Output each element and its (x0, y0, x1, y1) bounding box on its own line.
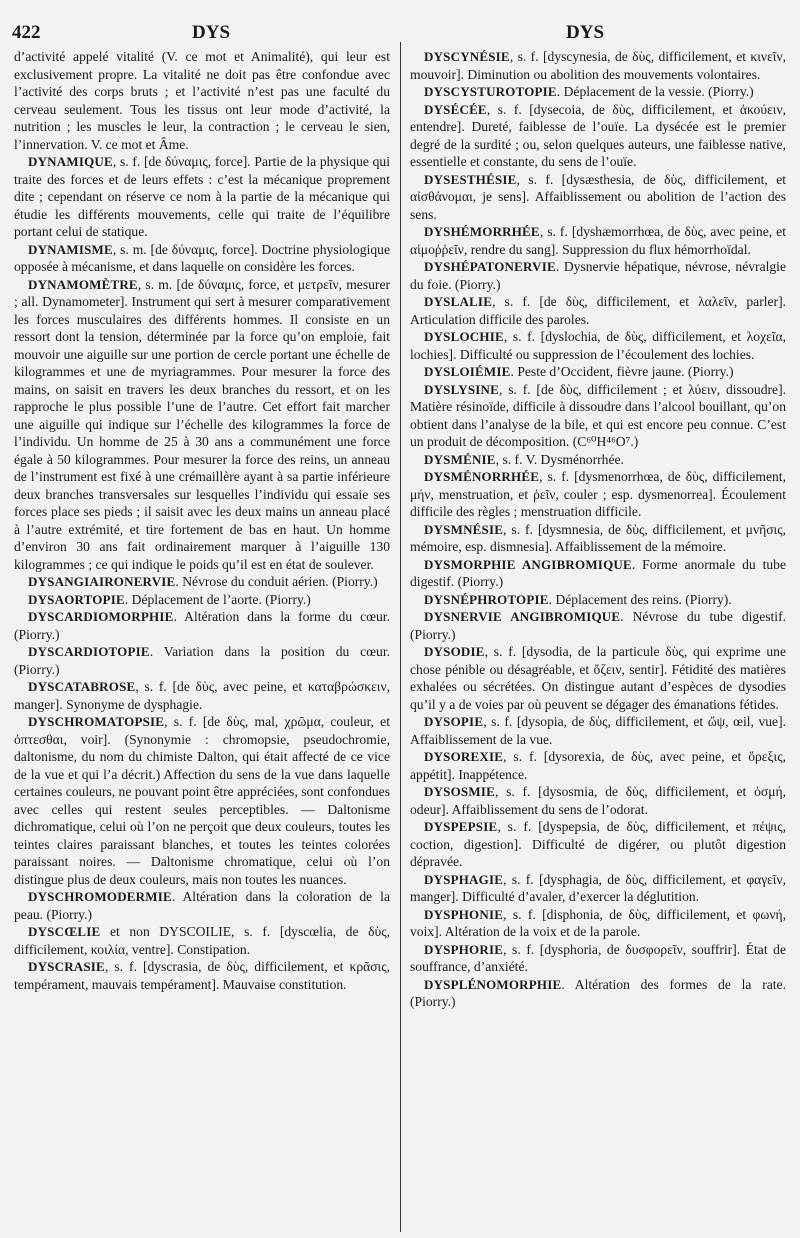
entry-headword: DYNAMOMÈTRE (28, 276, 138, 292)
entry-definition: , s. f. [de δὺς, difficilement ; et λύειν, dissoudre]. Matière résinoïde, difficile à dissoudre dans l’alcool bouillant, qu’on obtient dans l’analyse de la bile, et qui est encore peu connue. C’est un produit de décomposition. (C⁶⁰H⁴⁶O⁷.) (410, 381, 786, 449)
dictionary-entry (14, 958, 390, 993)
dictionary-entry (410, 871, 786, 906)
dictionary-entry (14, 48, 390, 153)
dictionary-entry (410, 101, 786, 171)
entry-headword: DYSAORTOPIE (28, 591, 125, 607)
entry-definition: . Névrose du tube digestif. (Piorry.) (410, 609, 786, 642)
dictionary-entry (410, 223, 786, 258)
entry-headword: DYSPLÉNOMORPHIE (424, 976, 562, 992)
entry-definition: , s. f. [de δὺς, avec peine, et καταβρώσκειν, manger]. Synonyme de dysphagie. (14, 679, 390, 712)
dictionary-entry (410, 328, 786, 363)
dictionary-entry (410, 818, 786, 871)
entry-definition: . Altération dans la forme du cœur. (Piorry.) (14, 609, 390, 642)
entry-headword: DYSCATABROSE (28, 679, 136, 694)
dictionary-entry (410, 381, 786, 451)
running-head-right: DYS (566, 22, 605, 43)
entry-headword: DYSCRASIE (28, 959, 105, 974)
left-column (14, 48, 390, 1233)
dictionary-entry (14, 643, 390, 678)
entry-headword: DYSNERVIE ANGIBROMIQUE (424, 609, 621, 624)
dictionary-entry (14, 923, 390, 958)
dictionary-entry (14, 591, 390, 609)
entry-headword: DYSLOCHIE (424, 329, 504, 344)
dictionary-entry (14, 276, 390, 574)
entry-headword: DYSNÉPHROTOPIE (424, 591, 549, 607)
dictionary-entry (14, 241, 390, 276)
entry-definition: . Névrose du conduit aérien. (Piorry.) (175, 574, 378, 589)
dictionary-entry (410, 608, 786, 643)
entry-definition: . Peste d’Occident, fièvre jaune. (Piorry.) (510, 364, 734, 379)
dictionary-entry (410, 171, 786, 224)
entry-definition: , s. f. [disphonia, de δὺς, difficilement, et φωνή, voix]. Altération de la voix et de la parole. (410, 906, 786, 939)
entry-headword: DYSOSMIE (424, 784, 495, 799)
entry-definition: , s. f. [dysmnesia, de δὺς, difficilement, et μνῆσις, mémoire, esp. dismnesia]. Affaiblissement de la mémoire. (410, 521, 786, 554)
entry-headword: DYSMÉNIE (424, 451, 496, 467)
entry-headword: DYSOPIE (424, 714, 484, 729)
dictionary-entry (410, 48, 786, 83)
entry-definition: , s. f. [dysorexia, de δὺς, avec peine, et ὄρεξις, appétit]. Inappétence. (410, 749, 786, 782)
dictionary-entry (14, 888, 390, 923)
entry-definition: , s. f. [dysphoria, de δυσφορεῖν, souffrir]. État de souffrance, d’anxiété. (410, 941, 786, 974)
dictionary-entry (410, 363, 786, 381)
entry-definition: , s. f. [de δὺς, mal, χρῶμα, couleur, et ὀπτεσθαι, voir]. (Synonymie : chromopsie, pseudochromie, daltonisme, du nom du chimiste Dalton, qui était affecté de ce vice de la vue et qui l’a décrit.) Affection du sens de la vue dans laquelle certaines couleurs, ne pouvant point être appréciées, sont confondues avec celles qui restent seules perceptibles. — Daltonisme dichromatique, celui où l’on ne perçoit que deux couleurs, toutes les teintes claires paraissant blanches, et toutes les teintes colorées paraissant noires. — Daltonisme chromatique, celui où l’on distingue plus de deux couleurs, mais non toutes les nuances. (14, 714, 390, 887)
entry-headword: DYSESTHÉSIE (424, 171, 517, 187)
dictionary-entry (410, 591, 786, 609)
entry-headword: DYSLYSINE (424, 381, 500, 397)
dictionary-entry (410, 83, 786, 101)
entry-definition: . Altération des formes de la rate. (Piorry.) (410, 976, 786, 1009)
entry-headword: DYSCHROMODERMIE (28, 889, 172, 904)
dictionary-entry (410, 976, 786, 1011)
dictionary-entry (410, 521, 786, 556)
dictionary-entry (410, 713, 786, 748)
entry-headword: DYSHÉPATONERVIE (424, 259, 556, 274)
entry-definition: , s. f. [dyscynesia, de δὺς, difficilement, et κινεῖν, mouvoir]. Diminution ou abolition des mouvements volontaires. (410, 49, 786, 82)
entry-headword: DYSODIE (424, 644, 485, 659)
dictionary-entry (14, 678, 390, 713)
dictionary-entry (14, 713, 390, 888)
entry-definition: , s. f. [dysopia, de δὺς, difficilement, et ὤψ, œil, vue]. Affaiblissement de la vue. (410, 714, 786, 747)
entry-definition: . Déplacement de la vessie. (Piorry.) (556, 84, 754, 99)
entry-definition: , s. f. [de δὺς, difficilement, et λαλεῖν, parler]. Articulation difficile des paroles. (410, 294, 786, 327)
entry-headword: DYSHÉMORRHÉE (424, 224, 540, 239)
entry-definition: , s. m. [de δύναμις, force, et μετρεῖν, mesurer ; all. Dynamometer]. Instrument qui sert à mesurer comparativement les forces musculaires des différents hommes. Il consiste en un ressort dont la tension, déterminée par la force qu’on emploie, fait mouvoir une aiguille sur une portion de cercle portant une échelle de kilogrammes et une de myriagrammes. Pour mesurer la force des mains, on saisit en travers les deux branches du ressort, et on les rapproche le plus possible l’une de l’autre. Cet effort fait marcher une aiguille qui indique sur l’échelle des kilogrammes la force de l’individu. Un homme de 25 à 30 ans a communément une force égale à 50 kilogrammes. Pour mesurer la force des reins, un anneau de l’instrument est fixé à une crémaillère ayant à sa partie inférieure deux branches transversales sur lesquelles l’individu qui essaie ses forces place ses pieds ; il saisit avec les deux mains un anneau placé à l’autre extrémité, et tire fortement de bas en haut. Un homme d’environ 30 ans fait ordinairement marquer à l’aiguille 130 kilogrammes ; ce qui indique le poids qu’il est en état de soulever. (14, 276, 390, 572)
entry-headword: DYSÉCÉE (424, 101, 487, 117)
dictionary-entry (410, 906, 786, 941)
entry-definition: et non DYSCOILIE, s. f. [dyscœlia, de δὺς, difficilement, κοιλία, ventre]. Constipation. (14, 924, 390, 957)
entry-headword: DYSCARDIOMORPHIE (28, 609, 174, 624)
entry-definition: . Variation dans la position du cœur. (Piorry.) (14, 644, 390, 677)
entry-definition: , s. f. [dysæsthesia, de δὺς, difficilement, et αἰσθάνομαι, je sens]. Affaiblissement ou abolition de l’action des sens. (410, 171, 786, 222)
entry-definition: , s. f. [dyslochia, de δὺς, difficilement, et λοχεῖα, lochies]. Difficulté ou suppression de l’écoulement des lochies. (410, 329, 786, 362)
column-divider (400, 42, 401, 1232)
entry-definition: , s. f. [dysmenorrhœa, de δὺς, difficilement, μήν, menstruation, et ῥεῖν, couler ; esp. dysmenorrea]. Écoulement difficile des règles ; menstruation difficile. (410, 469, 786, 519)
running-head-left: DYS (192, 22, 231, 43)
entry-headword: DYSOREXIE (424, 749, 504, 764)
entry-headword: DYSPEPSIE (424, 819, 498, 834)
entry-definition: . Déplacement de l’aorte. (Piorry.) (124, 591, 311, 607)
dictionary-entry (410, 451, 786, 469)
entry-definition: , s. f. [dyspepsia, de δὺς, difficilement, et πέψις, coction, digestion]. Difficulté de digérer, ou plutôt digestion dépravée. (410, 819, 786, 869)
entry-headword: DYNAMIQUE (28, 154, 113, 169)
entry-definition: , s. f. [dysosmia, de δὺς, difficilement, et ὀσμή, odeur]. Affaiblissement du sens de l’odorat. (410, 784, 786, 817)
entry-headword: DYSCYNÉSIE (424, 49, 510, 64)
entry-headword: DYSPHAGIE (424, 871, 504, 887)
entry-headword: DYSANGIAIRONERVIE (28, 574, 176, 589)
dictionary-entry (410, 748, 786, 783)
entry-definition: , s. m. [de δύναμις, force]. Doctrine physiologique opposée à mécanisme, et dans laquelle on considère les forces. (14, 241, 390, 274)
entry-definition: . Forme anormale du tube digestif. (Piorry.) (410, 556, 786, 589)
entry-definition: , s. f. [dysecoia, de δὺς, difficilement, et ἀκούειν, entendre]. Dureté, faiblesse de l’ouïe. La dysécée est le premier degré de la surdité ; ou, selon quelques auteurs, une faiblesse native, essentielle et constante, du sens de l’ouïe. (410, 101, 786, 169)
entry-headword: DYSPHORIE (424, 941, 504, 957)
entry-headword: DYSMÉNORRHÉE (424, 469, 540, 484)
dictionary-entry (410, 783, 786, 818)
entry-headword: DYSLOIÉMIE (424, 364, 511, 379)
entry-headword: DYSMNÉSIE (424, 521, 504, 537)
right-column (410, 48, 786, 1233)
entry-definition: . Dysnervie hépatique, névrose, névralgie du foie. (Piorry.) (410, 259, 786, 292)
dictionary-entry (410, 556, 786, 591)
entry-headword: DYSCHROMATOPSIE (28, 714, 165, 729)
entry-headword: DYSLALIE (424, 294, 493, 309)
entry-definition: . Déplacement des reins. (Piorry). (548, 591, 732, 607)
entry-headword: DYSCŒLIE (28, 924, 101, 939)
entry-headword: DYSCYSTUROTOPIE (424, 84, 557, 99)
dictionary-entry (410, 643, 786, 713)
entry-headword: DYSPHONIE (424, 906, 504, 922)
entry-definition: , s. f. V. Dysménorrhée. (495, 451, 624, 467)
dictionary-entry (14, 153, 390, 241)
entry-definition: , s. f. [de δύναμις, force]. Partie de la physique qui traite des forces et de leurs effets : c’est la mécanique proprement dite ; cependant on réserve ce nom à la partie de la mécanique qui étudie les différents mouvements, celle qui traite de l’équilibre portant celui de statique. (14, 154, 390, 239)
dictionary-entry (410, 941, 786, 976)
dictionary-entry (410, 468, 786, 521)
entry-definition: d’activité appelé vitalité (V. ce mot et Animalité), qui leur est exclusivement propre. La vitalité ne doit pas être confondue avec l’activité des corps bruts ; et l’activité n’est pas une faculté du cerveau seulement. Tous les tissus ont leur mode d’activité, la nutrition ; les muscles le leur, la contraction ; le cerveau le sien, l’innervation. V. ce mot et Âme. (14, 49, 390, 152)
dictionary-entry (14, 573, 390, 591)
entry-definition: , s. f. [dysodia, de la particule δὺς, qui exprime une chose pénible ou désagréable, et ὄζειν, sentir]. Fétidité des matières exhalées ou sécrétées. On distingue autant d’espèces de dysodies qu’il y a de voies par où peuvent se dégager des émanations fétides. (410, 644, 786, 712)
entry-headword: DYNAMISME (28, 241, 113, 257)
entry-definition: , s. f. [dysphagia, de δὺς, difficilement, et φαγεῖν, manger]. Difficulté d’avaler, d’exercer la déglutition. (410, 871, 786, 904)
dictionary-entry (410, 293, 786, 328)
entry-definition: . Altération dans la coloration de la peau. (Piorry.) (14, 889, 390, 922)
entry-headword: DYSMORPHIE ANGIBROMIQUE (424, 556, 632, 572)
dictionary-entry (410, 258, 786, 293)
dictionary-entry (14, 608, 390, 643)
entry-headword: DYSCARDIOTOPIE (28, 644, 150, 659)
page-number: 422 (12, 22, 41, 43)
entry-definition: , s. f. [dyshæmorrhœa, de δὺς, avec peine, et αἱμοῤῥεῖν, rendre du sang]. Suppression du flux hémorrhoïdal. (410, 224, 786, 257)
entry-definition: , s. f. [dyscrasia, de δὺς, difficilement, et κρᾶσις, tempérament, mauvais tempérament]. Mauvaise constitution. (14, 959, 390, 992)
